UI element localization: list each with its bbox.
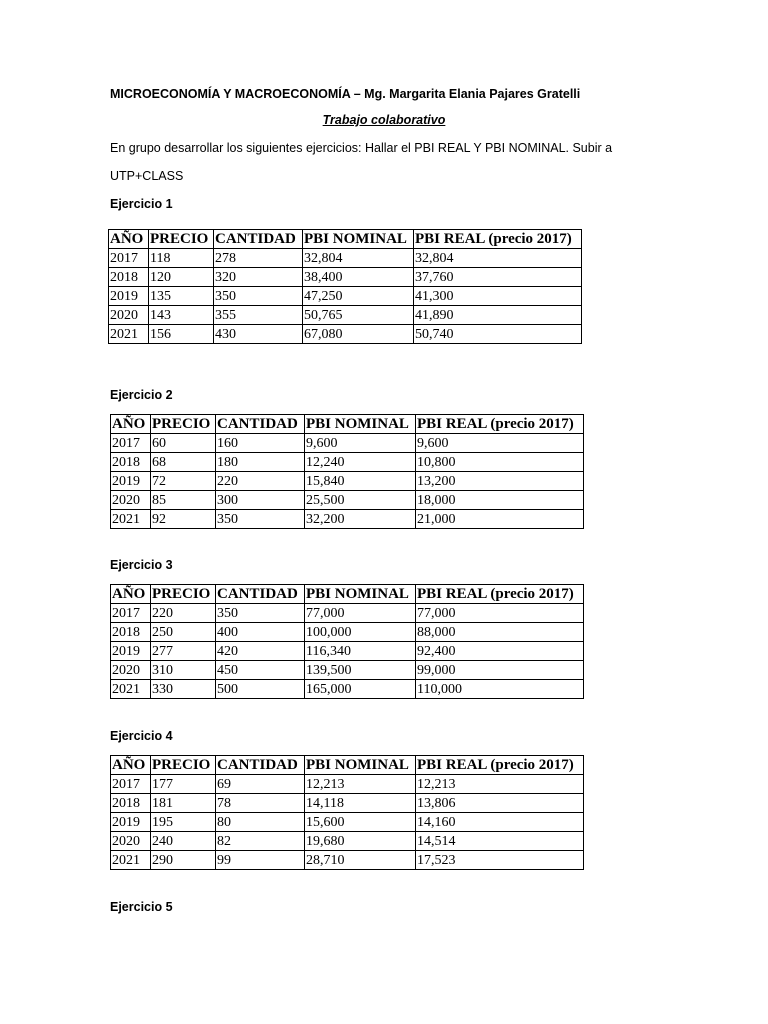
table-row <box>109 306 582 325</box>
table-cell: 135 <box>149 287 214 306</box>
table-cell: 69 <box>216 775 305 794</box>
table-row <box>109 287 582 306</box>
table-row <box>111 434 584 453</box>
table-cell: 32,200 <box>305 510 416 529</box>
table-cell: 68 <box>151 453 216 472</box>
column-header: AÑO <box>111 756 151 775</box>
table-cell: 110,000 <box>416 680 584 699</box>
exercise-1-table <box>108 229 582 344</box>
table-cell: 13,200 <box>416 472 584 491</box>
table-cell: 14,118 <box>305 794 416 813</box>
table-cell: 41,890 <box>414 306 582 325</box>
table-cell: 2018 <box>111 794 151 813</box>
table-row <box>111 680 584 699</box>
table-cell: 430 <box>214 325 303 344</box>
table-cell: 38,400 <box>303 268 414 287</box>
column-header: PBI NOMINAL <box>303 230 414 249</box>
instructions-line-1: En grupo desarrollar los siguientes ejercicios: Hallar el PBI REAL Y PBI NOMINAL. Subir a <box>110 141 613 155</box>
table-cell: 310 <box>151 661 216 680</box>
table-cell: 320 <box>214 268 303 287</box>
table-cell: 220 <box>216 472 305 491</box>
table-cell: 78 <box>216 794 305 813</box>
table-row <box>111 453 584 472</box>
table-cell: 12,213 <box>305 775 416 794</box>
table-header-row <box>111 585 584 604</box>
table-row <box>111 472 584 491</box>
table-cell: 50,765 <box>303 306 414 325</box>
column-header: AÑO <box>111 415 151 434</box>
table-cell: 19,680 <box>305 832 416 851</box>
table-cell: 2020 <box>111 661 151 680</box>
table-row <box>111 661 584 680</box>
table-cell: 99,000 <box>416 661 584 680</box>
table-cell: 17,523 <box>416 851 584 870</box>
exercise-1-label: Ejercicio 1 <box>110 197 173 211</box>
column-header: PRECIO <box>149 230 214 249</box>
column-header: PRECIO <box>151 585 216 604</box>
table-cell: 2017 <box>111 604 151 623</box>
table-cell: 300 <box>216 491 305 510</box>
table-cell: 355 <box>214 306 303 325</box>
table-cell: 85 <box>151 491 216 510</box>
table-cell: 37,760 <box>414 268 582 287</box>
table-cell: 82 <box>216 832 305 851</box>
table-header-row <box>111 415 584 434</box>
table-cell: 195 <box>151 813 216 832</box>
exercise-2-label: Ejercicio 2 <box>110 388 173 402</box>
table-cell: 92 <box>151 510 216 529</box>
table-cell: 2017 <box>111 775 151 794</box>
table-cell: 116,340 <box>305 642 416 661</box>
column-header: PBI NOMINAL <box>305 415 416 434</box>
table-cell: 14,160 <box>416 813 584 832</box>
table-cell: 118 <box>149 249 214 268</box>
table-cell: 350 <box>216 604 305 623</box>
column-header: AÑO <box>111 585 151 604</box>
table-cell: 2021 <box>111 851 151 870</box>
table-cell: 2019 <box>109 287 149 306</box>
table-row <box>111 510 584 529</box>
table-cell: 2019 <box>111 472 151 491</box>
table-cell: 290 <box>151 851 216 870</box>
table-cell: 77,000 <box>305 604 416 623</box>
document-subtitle: Trabajo colaborativo <box>322 113 446 127</box>
table-cell: 9,600 <box>416 434 584 453</box>
table-cell: 12,213 <box>416 775 584 794</box>
column-header: PRECIO <box>151 756 216 775</box>
table-row <box>109 249 582 268</box>
table-cell: 21,000 <box>416 510 584 529</box>
exercise-5-label: Ejercicio 5 <box>110 900 173 914</box>
table-cell: 330 <box>151 680 216 699</box>
table-cell: 400 <box>216 623 305 642</box>
exercise-3-label: Ejercicio 3 <box>110 558 173 572</box>
table-cell: 92,400 <box>416 642 584 661</box>
table-cell: 10,800 <box>416 453 584 472</box>
exercise-4-table <box>110 755 584 870</box>
table-cell: 160 <box>216 434 305 453</box>
table-cell: 100,000 <box>305 623 416 642</box>
table-cell: 250 <box>151 623 216 642</box>
table-cell: 47,250 <box>303 287 414 306</box>
column-header: PBI NOMINAL <box>305 585 416 604</box>
table-row <box>111 623 584 642</box>
table-cell: 9,600 <box>305 434 416 453</box>
table-cell: 2021 <box>109 325 149 344</box>
table-cell: 13,806 <box>416 794 584 813</box>
table-cell: 32,804 <box>303 249 414 268</box>
table-cell: 2020 <box>109 306 149 325</box>
table-cell: 18,000 <box>416 491 584 510</box>
table-cell: 28,710 <box>305 851 416 870</box>
table-cell: 120 <box>149 268 214 287</box>
table-cell: 177 <box>151 775 216 794</box>
column-header: CANTIDAD <box>216 415 305 434</box>
table-cell: 14,514 <box>416 832 584 851</box>
table-cell: 450 <box>216 661 305 680</box>
table-cell: 2021 <box>111 680 151 699</box>
table-cell: 500 <box>216 680 305 699</box>
table-row <box>111 604 584 623</box>
column-header: CANTIDAD <box>216 756 305 775</box>
table-cell: 2020 <box>111 832 151 851</box>
table-cell: 2017 <box>111 434 151 453</box>
document-title: MICROECONOMÍA Y MACROECONOMÍA – Mg. Margarita Elania Pajares Gratelli <box>110 87 581 101</box>
table-header-row <box>109 230 582 249</box>
table-cell: 277 <box>151 642 216 661</box>
exercise-2-table <box>110 414 584 529</box>
table-cell: 25,500 <box>305 491 416 510</box>
table-row <box>111 851 584 870</box>
column-header: CANTIDAD <box>216 585 305 604</box>
table-cell: 12,240 <box>305 453 416 472</box>
column-header: PBI REAL (precio 2017) <box>416 756 584 775</box>
table-row <box>111 832 584 851</box>
table-cell: 32,804 <box>414 249 582 268</box>
table-cell: 278 <box>214 249 303 268</box>
table-cell: 72 <box>151 472 216 491</box>
exercise-4-label: Ejercicio 4 <box>110 729 173 743</box>
table-header-row <box>111 756 584 775</box>
column-header: PBI REAL (precio 2017) <box>414 230 582 249</box>
table-cell: 67,080 <box>303 325 414 344</box>
column-header: CANTIDAD <box>214 230 303 249</box>
table-cell: 50,740 <box>414 325 582 344</box>
table-cell: 220 <box>151 604 216 623</box>
table-row <box>109 268 582 287</box>
table-row <box>111 775 584 794</box>
table-cell: 99 <box>216 851 305 870</box>
table-cell: 2020 <box>111 491 151 510</box>
table-cell: 2019 <box>111 642 151 661</box>
table-row <box>111 642 584 661</box>
table-cell: 420 <box>216 642 305 661</box>
table-row <box>111 813 584 832</box>
table-row <box>111 794 584 813</box>
table-cell: 88,000 <box>416 623 584 642</box>
table-row <box>111 491 584 510</box>
table-cell: 156 <box>149 325 214 344</box>
column-header: PBI REAL (precio 2017) <box>416 585 584 604</box>
table-cell: 240 <box>151 832 216 851</box>
table-cell: 2018 <box>111 453 151 472</box>
table-cell: 165,000 <box>305 680 416 699</box>
table-row <box>109 325 582 344</box>
table-cell: 180 <box>216 453 305 472</box>
table-cell: 2017 <box>109 249 149 268</box>
table-cell: 80 <box>216 813 305 832</box>
table-cell: 15,600 <box>305 813 416 832</box>
column-header: PBI REAL (precio 2017) <box>416 415 584 434</box>
exercise-3-table <box>110 584 584 699</box>
table-cell: 15,840 <box>305 472 416 491</box>
table-cell: 77,000 <box>416 604 584 623</box>
table-cell: 181 <box>151 794 216 813</box>
column-header: PRECIO <box>151 415 216 434</box>
table-cell: 139,500 <box>305 661 416 680</box>
table-cell: 143 <box>149 306 214 325</box>
table-cell: 60 <box>151 434 216 453</box>
table-cell: 2021 <box>111 510 151 529</box>
instructions-line-2: UTP+CLASS <box>110 169 184 183</box>
table-cell: 2018 <box>109 268 149 287</box>
column-header: AÑO <box>109 230 149 249</box>
table-cell: 2019 <box>111 813 151 832</box>
column-header: PBI NOMINAL <box>305 756 416 775</box>
table-cell: 41,300 <box>414 287 582 306</box>
table-cell: 350 <box>216 510 305 529</box>
table-cell: 350 <box>214 287 303 306</box>
table-cell: 2018 <box>111 623 151 642</box>
